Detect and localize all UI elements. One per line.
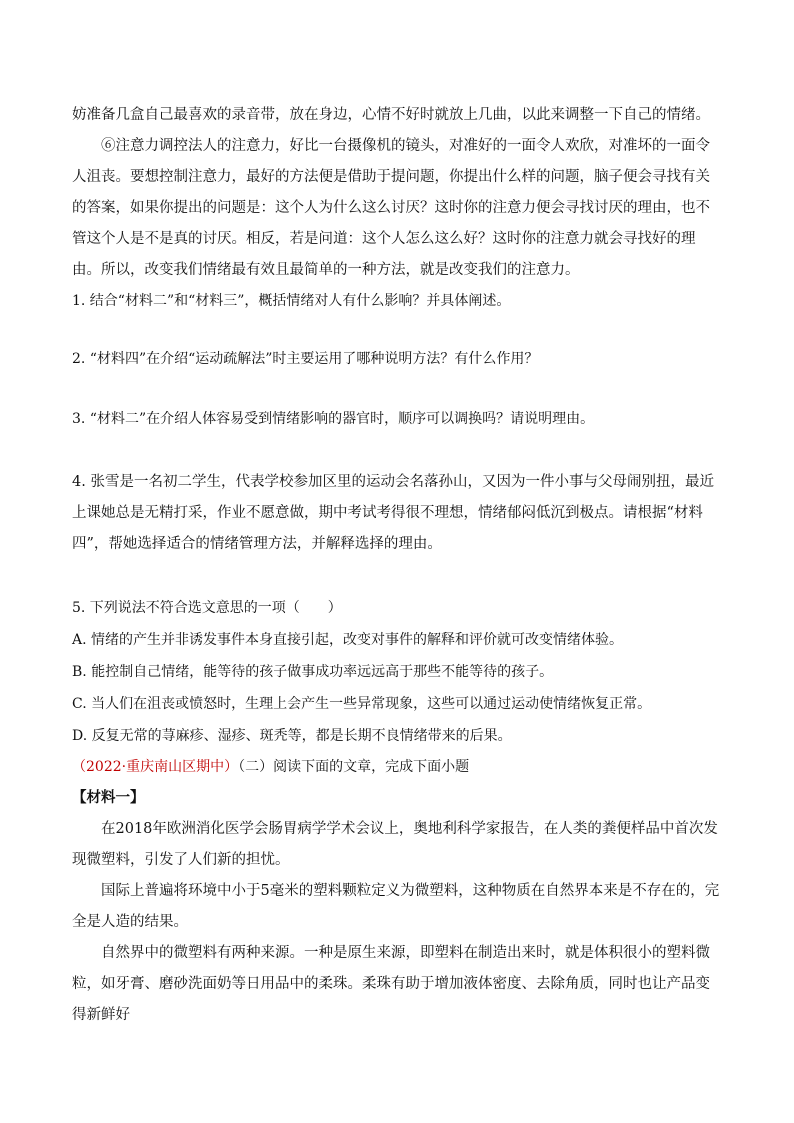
option-d: D. 反复无常的荨麻疹、湿疹、斑秃等，都是长期不良情绪带来的后果。 [72, 728, 512, 744]
material-title: 【材料一】 [72, 789, 145, 806]
answer-space [72, 317, 722, 344]
question-5: 5. 下列说法不符合选文意思的一项（ ） [72, 600, 342, 616]
question-2: 2. “材料四”在介绍“运动疏解法”时主要运用了哪种说明方法？有什么作用？ [72, 351, 539, 367]
material-paragraph: 在2018年欧洲消化医学会肠胃病学学术会议上，奥地利科学家报告，在人类的粪便样品中首次发现微塑料，引发了人们新的担忧。 [72, 821, 718, 868]
material-paragraph: 国际上普遍将环境中小于5毫米的塑料颗粒定义为微塑料，这种物质在自然界本来是不存在的，完全是人造的结果。 [72, 883, 720, 930]
document-page [72, 100, 722, 1031]
question-1: 1. 结合“材料二”和“材料三”，概括情绪对人有什么影响？并具体阐述。 [72, 293, 511, 309]
question-4: 4. 张雪是一名初二学生，代表学校参加区里的运动会名落孙山，又因为一件小事与父母闹别扭，最近上课她总是无精打采，作业不愿意做，期中考试考得很不理想，情绪郁闷低沉到极点。请根据“材料四”，帮她选择适合的情绪管理方法，并解释选择的理由。 [72, 474, 714, 552]
answer-space [72, 560, 722, 592]
source-tag: （2022·重庆南山区期中） [72, 759, 239, 775]
passage-paragraph-attention: ⑥注意力调控法人的注意力，好比一台摄像机的镜头，对准好的一面令人欢欣，对准坏的一面令人沮丧。要想控制注意力，最好的方法便是借助于提问题，你提出什么样的问题，脑子便会寻找有关的答案，如果你提出的问题是：这个人为什么这么讨厌？这时你的注意力便会寻找讨厌的理由，也不管这个人是不是真的讨厌。相反，若是问道：这个人怎么这么好？这时你的注意力就会寻找好的理由。所以，改变我们情绪最有效且最简单的一种方法，就是改变我们的注意力。 [72, 138, 710, 278]
section-two-header [72, 752, 722, 782]
option-a: A. 情绪的产生并非诱发事件本身直接引起，改变对事件的解释和评价就可改变情绪体验。 [72, 632, 624, 648]
answer-space [72, 435, 722, 467]
option-c: C. 当人们在沮丧或愤怒时，生理上会产生一些异常现象，这些可以通过运动使情绪恢复正常。 [72, 696, 652, 712]
section-instruction: （二）阅读下面的文章，完成下面小题 [238, 759, 470, 775]
answer-space [72, 375, 722, 404]
option-b: B. 能控制自己情绪，能等待的孩子做事成功率远远高于那些不能等待的孩子。 [72, 664, 554, 680]
material-paragraph: 自然界中的微塑料有两种来源。一种是原生来源，即塑料在制造出来时，就是体积很小的塑料微粒，如牙膏、磨砂洗面奶等日用品中的柔珠。柔珠有助于增加液体密度、去除角质，同时也让产品变得新鲜好 [72, 945, 710, 1023]
passage-paragraph: 妨准备几盒自己最喜欢的录音带，放在身边，心情不好时就放上几曲，以此来调整一下自己的情绪。 [72, 107, 710, 123]
question-3: 3. “材料二”在介绍人体容易受到情绪影响的器官时，顺序可以调换吗？请说明理由。 [72, 411, 595, 427]
